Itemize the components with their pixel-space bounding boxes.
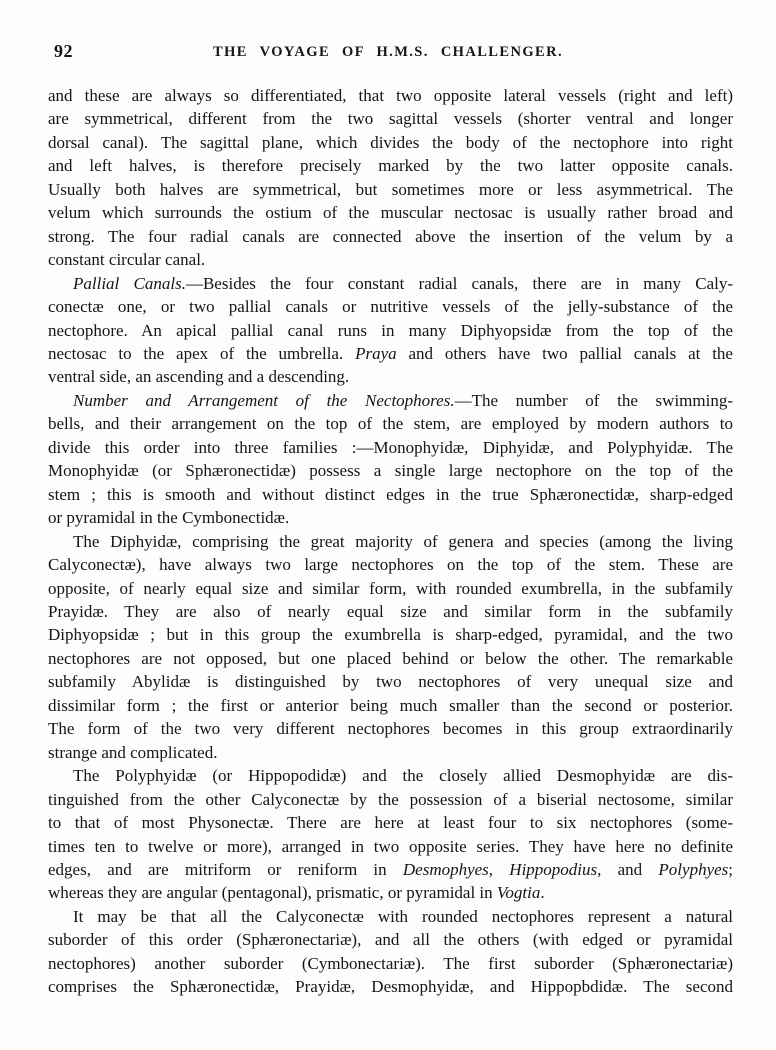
paragraph [48, 272, 733, 389]
italic-text-run: Number and Arrangement of the Nectophores. [73, 390, 455, 410]
text-run: opposite, of nearly equal size and similar form, with rounded exumbrella, in the subfamily [48, 578, 733, 598]
text-line [48, 577, 733, 600]
page-number: 92 [54, 41, 73, 61]
text-run: to that of most Physonectæ. There are here at least four to six nectophores (some- [48, 813, 733, 833]
text-line [48, 248, 733, 271]
text-line [48, 412, 733, 435]
text-line [48, 319, 733, 342]
text-line [48, 858, 733, 881]
running-title: THE VOYAGE OF H.M.S. CHALLENGER. [213, 44, 563, 60]
text-line [48, 342, 733, 365]
text-run: —The number of the swimming- [454, 390, 733, 410]
text-run: dissimilar form ; the first or anterior being much smaller than the second or posterior. [48, 695, 733, 715]
text-line [48, 694, 733, 717]
text-run: and left halves, is therefore precisely marked by the two latter opposite canals. [48, 156, 733, 176]
text-line [48, 741, 733, 764]
text-run: nectophores) another suborder (Cymbonectariæ). The first suborder (Sphæronectariæ) [48, 953, 733, 973]
text-run: times ten to twelve or more), arranged in two opposite series. They have here no definite [48, 836, 733, 856]
text-run: divide this order into three families :—Monophyidæ, Diphyidæ, and Polyphyidæ. The [48, 437, 733, 457]
text-run: Prayidæ. They are also of nearly equal size and similar form in the subfamily [48, 601, 733, 621]
text-run: strong. The four radial canals are connected above the insertion of the velum by a [48, 226, 733, 246]
italic-text-run: Pallial Canals. [73, 273, 186, 293]
paragraph [48, 530, 733, 765]
italic-text-run: Desmophyes [402, 859, 489, 879]
text-line [48, 154, 733, 177]
text-line [48, 107, 733, 130]
text-line [48, 623, 733, 646]
text-run: and others have two pallial canals at the [396, 343, 733, 363]
text-run: strange and complicated. [48, 742, 218, 762]
text-line [48, 788, 733, 811]
text-run: bells, and their arrangement on the top of the stem, are employed by modern authors to [48, 414, 733, 434]
text-run: dorsal canal). The sagittal plane, which divides the body of the nectophore into right [48, 132, 733, 152]
text-line [48, 764, 733, 787]
text-line [48, 835, 733, 858]
text-line [48, 459, 733, 482]
text-line [48, 905, 733, 928]
text-line [48, 553, 733, 576]
text-run: nectophores are not opposed, but one placed behind or below the other. The remarkable [48, 648, 733, 668]
text-run: velum which surrounds the ostium of the muscular nectosac is usually rather broad and [48, 203, 733, 223]
text-run: Monophyidæ (or Sphæronectidæ) possess a single large nectophore on the top of the [48, 461, 733, 481]
text-run: , and [597, 859, 659, 879]
italic-text-run: Praya [355, 343, 397, 363]
text-run: , [488, 859, 510, 879]
text-run: The form of the two very different nectophores becomes in this group extraordinarily [48, 719, 733, 739]
text-line [48, 928, 733, 951]
text-line [48, 647, 733, 670]
text-run: nectophore. An apical pallial canal runs in many Diphyopsidæ from the top of the [48, 320, 733, 340]
text-run: comprises the Sphæronectidæ, Prayidæ, Desmophyidæ, and Hippopbdidæ. The second [48, 977, 733, 997]
text-line [48, 178, 733, 201]
paragraph [48, 905, 733, 999]
text-line [48, 272, 733, 295]
text-line [48, 952, 733, 975]
text-line [48, 811, 733, 834]
text-run: . [540, 883, 545, 903]
text-line [48, 717, 733, 740]
text-run: nectosac to the apex of the umbrella. [48, 343, 356, 363]
text-run: and these are always so differentiated, that two opposite lateral vessels (right and left) [48, 86, 733, 105]
text-run: The Polyphyidæ (or Hippopodidæ) and the closely allied Desmophyidæ are dis- [73, 766, 733, 786]
text-line [48, 389, 733, 412]
text-run: subfamily Abylidæ is distinguished by two nectophores of very unequal size and [48, 672, 733, 692]
text-run: conectæ one, or two pallial canals or nutritive vessels of the jelly-substance of the [48, 297, 733, 317]
italic-text-run: Polyphyes [658, 859, 729, 879]
text-line [48, 530, 733, 553]
text-run: —Besides the four constant radial canals, there are in many Caly- [185, 273, 733, 293]
text-run: Usually both halves are symmetrical, but sometimes more or less asymmetrical. The [48, 179, 733, 199]
text-line [48, 295, 733, 318]
italic-text-run: Vogtia [496, 883, 541, 903]
body-text [48, 84, 733, 999]
text-run: It may be that all the Calyconectæ with rounded nectophores represent a natural [73, 906, 733, 926]
text-line [48, 975, 733, 998]
text-run: or pyramidal in the Cymbonectidæ. [48, 508, 290, 528]
paragraph [48, 764, 733, 905]
text-run: suborder of this order (Sphæronectariæ), and all the others (with edged or pyramidal [48, 930, 733, 950]
text-run: Calyconectæ), have always two large nectophores on the top of the stem. These are [48, 555, 733, 575]
text-line [48, 131, 733, 154]
text-run: tinguished from the other Calyconectæ by the possession of a biserial nectosome, similar [48, 789, 733, 809]
text-run: whereas they are angular (pentagonal), prismatic, or pyramidal in [48, 883, 497, 903]
paragraph [48, 84, 733, 272]
text-line [48, 483, 733, 506]
text-run: Diphyopsidæ ; but in this group the exumbrella is sharp-edged, pyramidal, and the two [48, 625, 733, 645]
text-line [48, 225, 733, 248]
text-run: are symmetrical, different from the two sagittal vessels (shorter ventral and longer [48, 109, 733, 129]
text-line [48, 365, 733, 388]
text-line [48, 881, 733, 904]
text-run: stem ; this is smooth and without distinct edges in the true Sphæronectidæ, sharp-edged [48, 484, 733, 504]
text-line [48, 506, 733, 529]
text-line [48, 436, 733, 459]
text-line [48, 600, 733, 623]
text-run: constant circular canal. [48, 250, 206, 270]
text-line [48, 201, 733, 224]
text-run: edges, and are mitriform or reniform in [48, 859, 403, 879]
text-line [48, 670, 733, 693]
text-run: ventral side, an ascending and a descending. [48, 367, 350, 387]
text-run: The Diphyidæ, comprising the great majority of genera and species (among the living [73, 531, 733, 551]
italic-text-run: Hippopodius [509, 859, 598, 879]
paragraph [48, 389, 733, 530]
text-line [48, 84, 733, 107]
text-run: ; [728, 859, 734, 879]
